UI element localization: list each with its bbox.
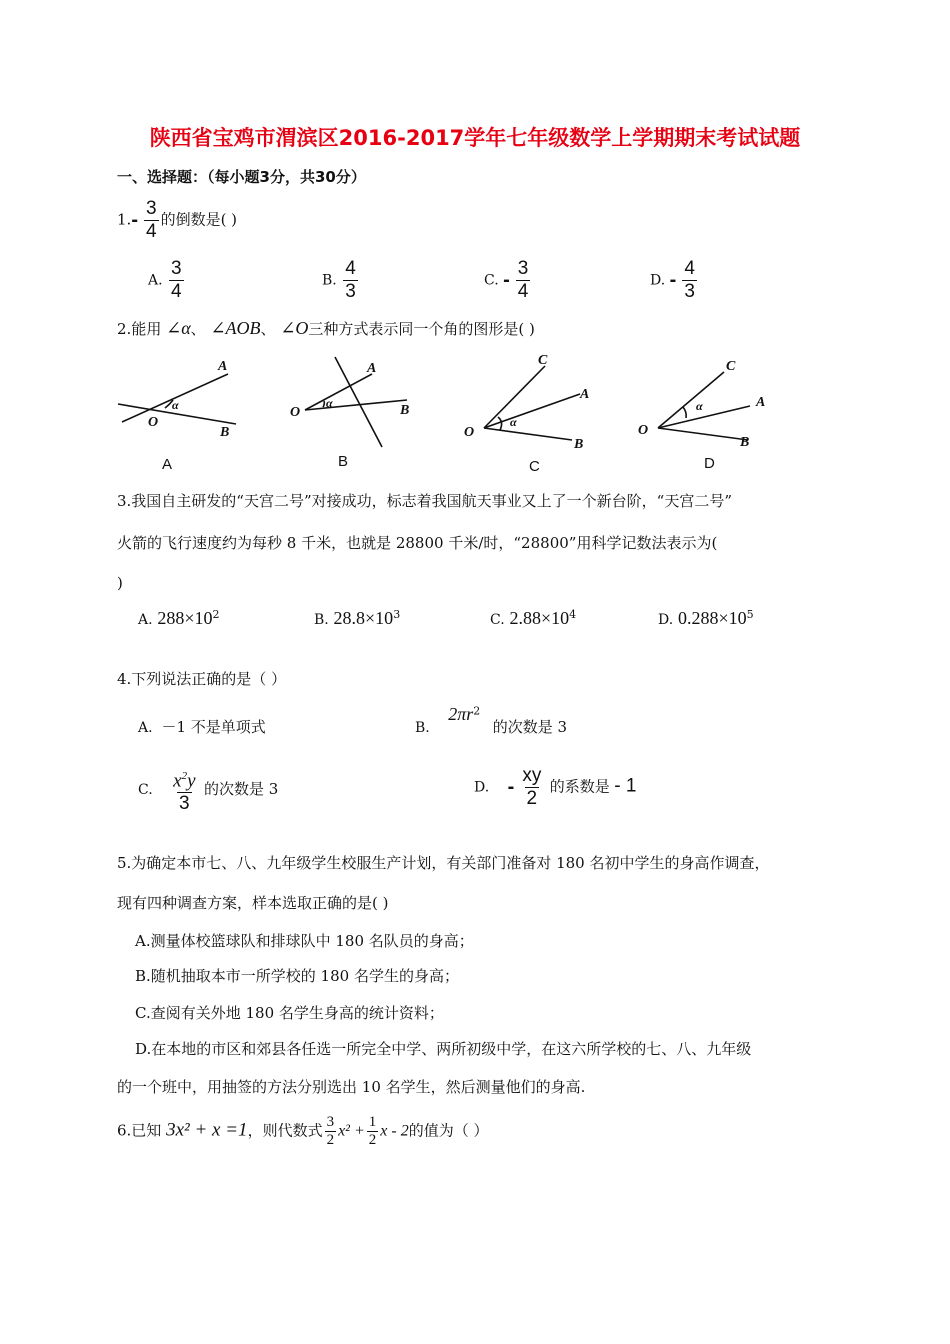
q1-option-d-sign: - <box>669 269 677 291</box>
frac-num: 4 <box>345 258 356 279</box>
question-1 <box>117 198 237 243</box>
c-num-exp: 2 <box>181 770 188 782</box>
q2-angle-alpha: ∠α <box>166 318 191 338</box>
c-num-y: y <box>187 770 196 792</box>
frac-den: 2 <box>526 788 538 809</box>
q4-option-b-text: 的次数是 3 <box>492 718 567 736</box>
q2-stem: 三种方式表示同一个角的图形是( ) <box>308 320 535 338</box>
fig-a-caption: A <box>162 456 173 473</box>
fig-c-alpha: α <box>510 415 517 429</box>
q1-minus: - <box>131 209 138 231</box>
fig-d-caption: D <box>704 455 715 472</box>
q6-tail: 的值为（ ） <box>408 1121 489 1140</box>
q3-option-b-exp: 3 <box>393 608 401 621</box>
q5-option-a: A.测量体校篮球队和排球队中 180 名队员的身高； <box>135 932 474 950</box>
fig-d-alpha: α <box>696 399 703 413</box>
fig-d-line-ob <box>658 428 748 440</box>
fig-c-caption: C <box>529 458 540 475</box>
q1-option-b-label: B. <box>322 272 337 289</box>
section-heading: 一、选择题：（每小题3分，共30分） <box>117 168 366 186</box>
q1-option-c-label: C. <box>484 272 499 289</box>
q5-line-2: 现有四种调查方案，样本选取正确的是( ) <box>117 894 389 912</box>
q6-fraction-2 <box>367 1114 379 1149</box>
frac-den: 4 <box>171 281 182 302</box>
frac-num: 1 <box>368 1114 377 1130</box>
q4-option-b <box>415 704 567 736</box>
fig-d-point-b: B <box>740 435 750 450</box>
q3-option-b <box>314 608 400 629</box>
q1-option-c <box>484 258 532 303</box>
q1-frac-den: 4 <box>145 221 157 242</box>
fig-c-point-o: O <box>464 425 475 440</box>
q4-option-a <box>138 716 266 737</box>
q1-option-b <box>322 258 360 303</box>
frac-num: xy <box>522 765 542 786</box>
q6-fraction-1 <box>325 1114 337 1149</box>
frac-num <box>171 765 197 792</box>
frac-num: 3 <box>517 258 529 279</box>
q3-option-a-label: A. <box>138 612 153 628</box>
fig-b-point-b: B <box>400 403 410 418</box>
q3-option-d-base: 0.288×10 <box>677 608 747 628</box>
q5-option-d-line-1: D.在本地的市区和郊县各任选一所完全中学、两所初级中学，在这六所学校的七、八、九年级 <box>135 1040 752 1058</box>
q1-option-d-label: D. <box>650 272 666 289</box>
q1-option-a-fraction <box>169 258 184 303</box>
q2-prefix: 能用 <box>131 320 162 338</box>
q1-option-b-fraction <box>343 258 358 303</box>
q1-number: 1. <box>117 210 132 229</box>
fig-c-point-c: C <box>538 353 548 368</box>
q4-option-d <box>474 765 636 810</box>
q3-line-2: 火箭的飞行速度约为每秒 8 千米，也就是 28800 千米/时，“28800”用科学记数法表示为( <box>117 534 718 552</box>
frac-den: 2 <box>326 1132 335 1148</box>
q3-option-a-exp: 2 <box>212 608 220 621</box>
q4-option-c-text: 的次数是 3 <box>203 780 279 799</box>
q3-option-c-exp: 4 <box>569 608 577 621</box>
q1-option-c-sign: - <box>503 269 510 291</box>
fig-a-point-o: O <box>148 415 159 430</box>
q4-option-d-label: D. <box>474 779 490 796</box>
q5-option-c: C.查阅有关外地 180 名学生身高的统计资料； <box>135 1004 444 1022</box>
q3-option-b-label: B. <box>314 612 329 628</box>
fig-d-angle-arc <box>683 407 686 418</box>
frac-den: 3 <box>179 793 190 815</box>
q3-option-d-label: D. <box>658 612 674 628</box>
q2-sep: 、 <box>190 320 206 338</box>
fig-c-line-oa <box>484 394 580 428</box>
page-title: 陕西省宝鸡市渭滨区2016-2017学年七年级数学上学期期末考试试题 <box>149 126 801 150</box>
q3-option-d <box>658 608 754 629</box>
q4-option-b-expr: 2πr <box>448 704 474 724</box>
fig-a-alpha: α <box>172 398 179 412</box>
q4-stem: 4.下列说法正确的是（ ） <box>117 670 287 688</box>
q3-option-a <box>138 608 220 629</box>
q1-option-a <box>148 258 186 303</box>
q3-option-c-base: 2.88×10 <box>509 608 570 628</box>
fig-b-point-a: A <box>367 361 377 376</box>
frac-num: 3 <box>171 258 182 279</box>
question-2 <box>117 318 535 339</box>
q4-option-c-label: C. <box>138 782 153 799</box>
q4-option-d-value: - 1 <box>614 775 637 797</box>
q1-option-c-fraction <box>516 258 531 303</box>
q6-term-2: x - 2 <box>380 1122 409 1140</box>
q1-frac-num: 3 <box>145 198 157 219</box>
fig-b-alpha: α <box>326 396 333 410</box>
q2-sep: 、 <box>260 320 276 338</box>
fig-d-point-a: A <box>756 395 766 410</box>
q6-mid: ，则代数式 <box>247 1121 323 1140</box>
q1-option-d <box>650 258 699 303</box>
fig-a-point-b: B <box>220 425 230 440</box>
q3-option-b-base: 28.8×10 <box>333 608 394 628</box>
q4-option-c <box>138 765 278 815</box>
fig-d-point-c: C <box>726 359 736 374</box>
q1-option-a-label: A. <box>148 272 163 289</box>
q3-option-c-label: C. <box>490 612 505 628</box>
c-num-x: x <box>173 770 182 792</box>
q1-option-d-fraction <box>682 258 697 303</box>
q5-option-d-line-2: 的一个班中，用抽签的方法分别选出 10 名学生，然后测量他们的身高. <box>117 1078 586 1096</box>
q3-option-c <box>490 608 576 629</box>
q2-number: 2. <box>117 320 132 338</box>
frac-den: 3 <box>684 281 695 302</box>
frac-den: 4 <box>517 281 529 302</box>
fig-d-point-o: O <box>638 423 649 438</box>
fig-a-point-a: A <box>218 359 228 374</box>
q5-line-1: 5.为确定本市七、八、九年级学生校服生产计划，有关部门准备对 180 名初中学生的身高作调查， <box>117 854 770 872</box>
q4-option-a-text: －1 不是单项式 <box>161 718 266 736</box>
fig-b-caption: B <box>338 453 349 470</box>
q4-option-a-label: A. <box>138 720 153 736</box>
fig-c-line-ob <box>484 428 572 440</box>
q4-option-d-text: 的系数是 <box>549 777 610 796</box>
question-6 <box>117 1114 489 1149</box>
q3-option-a-base: 288×10 <box>157 608 213 628</box>
q4-option-b-label: B. <box>415 720 430 736</box>
frac-den: 2 <box>368 1132 377 1148</box>
q6-term-1: x² + <box>338 1122 365 1140</box>
q2-angle-aob: ∠AOB <box>210 318 261 338</box>
frac-den: 3 <box>345 281 356 302</box>
q4-option-d-sign: - <box>507 776 515 798</box>
q6-number: 6.已知 <box>117 1121 162 1140</box>
q4-option-d-fraction <box>520 765 543 810</box>
q6-condition: 3x² + x =1 <box>166 1119 248 1141</box>
q4-option-b-exp: 2 <box>473 704 481 718</box>
q2-angle-o: ∠O <box>280 318 309 338</box>
q1-fraction <box>144 198 159 243</box>
fig-b-angle-arc <box>323 401 324 407</box>
fig-c-point-b: B <box>574 437 584 452</box>
q1-stem: 的倒数是( ) <box>160 210 238 229</box>
fig-b-point-o: O <box>290 405 301 420</box>
frac-num: 4 <box>684 258 695 279</box>
q5-option-b: B.随机抽取本市一所学校的 180 名学生的身高； <box>135 967 459 985</box>
q3-option-d-exp: 5 <box>746 608 754 621</box>
fig-c-point-a: A <box>580 387 590 402</box>
q4-option-c-fraction <box>171 765 197 815</box>
q3-line-1: 3.我国自主研发的“天宫二号”对接成功，标志着我国航天事业又上了一个新台阶，“天宫二号” <box>117 492 732 510</box>
q3-line-3: ) <box>117 574 123 592</box>
q2-figures <box>110 352 770 482</box>
frac-num: 3 <box>326 1114 335 1130</box>
